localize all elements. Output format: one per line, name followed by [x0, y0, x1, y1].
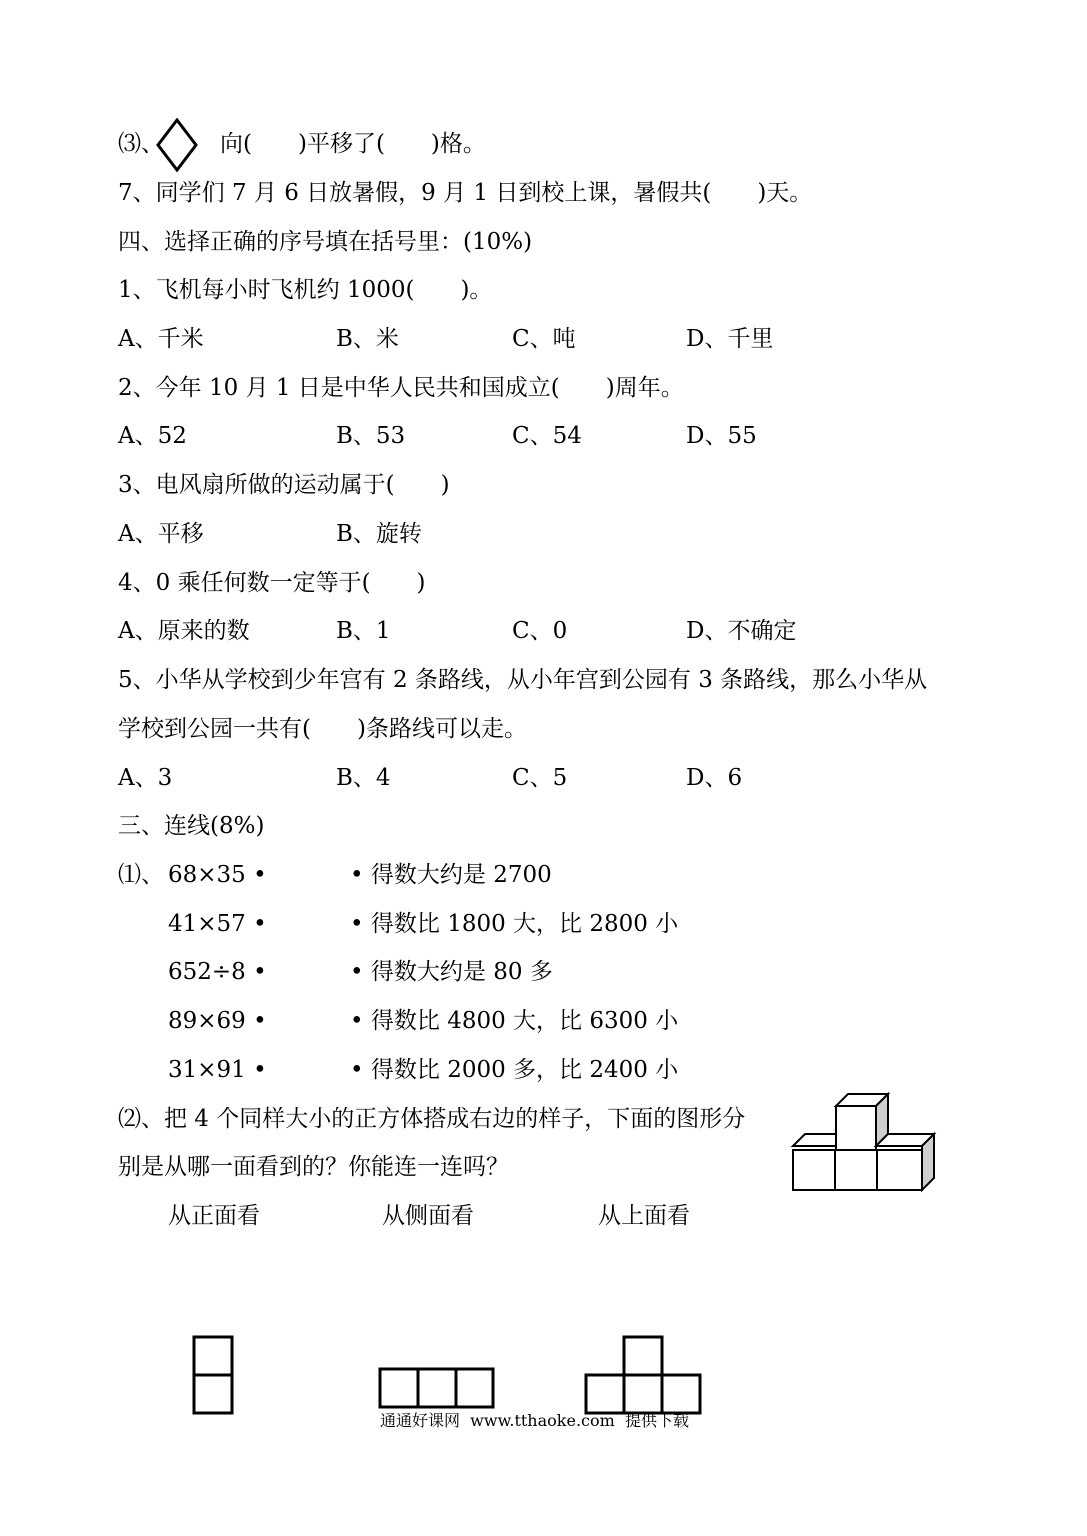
match-right-4: • 得数比 4800 大，比 6300 小 [350, 1008, 679, 1034]
cube-stack-figure [788, 1090, 940, 1196]
s4-q4-opt-d: D、不确定 [686, 618, 797, 644]
q7-text: 7、同学们 7 月 6 日放暑假，9 月 1 日到校上课，暑假共( )天。 [118, 180, 813, 206]
s4-q5-opt-a: A、3 [118, 765, 173, 791]
s4-q1: 1、飞机每小时飞机约 1000( )。 [118, 277, 493, 303]
s4-q2-opt-d: D、55 [686, 423, 757, 449]
s4-q3-opt-b: B、旋转 [336, 521, 422, 547]
view-label-front: 从正面看 [168, 1203, 260, 1229]
match-left-5: 31×91 • [168, 1057, 267, 1083]
match-right-1: • 得数大约是 2700 [350, 862, 552, 888]
cube-question-line1: ⑵、把 4 个同样大小的正方体搭成右边的样子，下面的图形分 [118, 1106, 746, 1132]
s4-q4-opt-c: C、0 [512, 618, 568, 644]
s4-q3: 3、电风扇所做的运动属于( ) [118, 472, 450, 498]
s4-q5-opt-c: C、5 [512, 765, 568, 791]
view-label-side: 从侧面看 [382, 1203, 474, 1229]
section4-title: 四、选择正确的序号填在括号里：(10%) [118, 229, 533, 255]
match-left-4: 89×69 • [168, 1008, 267, 1034]
s4-q5-line1: 5、小华从学校到少年宫有 2 条路线，从小年宫到公园有 3 条路线，那么小华从 [118, 667, 928, 693]
match-left-2: 41×57 • [168, 911, 267, 937]
diamond-shape [155, 118, 199, 172]
match-right-5: • 得数比 2000 多，比 2400 小 [350, 1057, 679, 1083]
s4-q4-opt-a: A、原来的数 [118, 618, 250, 644]
q3-text: 向( )平移了( )格。 [220, 131, 486, 157]
cube-question-line2: 别是从哪一面看到的？你能连一连吗？ [118, 1154, 509, 1180]
match-right-2: • 得数比 1800 大，比 2800 小 [350, 911, 679, 937]
section3-title: 三、连线(8%) [118, 813, 265, 839]
match-left-3: 652÷8 • [168, 959, 267, 985]
s4-q5-opt-d: D、6 [686, 765, 743, 791]
match-right-3: • 得数大约是 80 多 [350, 959, 553, 985]
s4-q1-opt-b: B、米 [336, 326, 399, 352]
view-figure-t-shape [584, 1335, 704, 1417]
s4-q4: 4、0 乘任何数一定等于( ) [118, 570, 426, 596]
s4-q5-line2: 学校到公园一共有( )条路线可以走。 [118, 716, 527, 742]
s4-q4-opt-b: B、1 [336, 618, 391, 644]
s4-q2-opt-c: C、54 [512, 423, 582, 449]
s4-q2-opt-b: B、53 [336, 423, 406, 449]
match-label: ⑴、 [118, 862, 164, 888]
s4-q1-opt-d: D、千里 [686, 326, 774, 352]
s4-q2: 2、今年 10 月 1 日是中华人民共和国成立( )周年。 [118, 375, 684, 401]
s4-q2-opt-a: A、52 [118, 423, 187, 449]
match-left-1: 68×35 • [168, 862, 267, 888]
q3-prefix: ⑶、 [118, 131, 164, 157]
view-figure-row-three [378, 1367, 496, 1411]
s4-q1-opt-a: A、千米 [118, 326, 204, 352]
view-figure-vertical-two [192, 1335, 236, 1417]
footer-watermark: 通通好课网 www.tthaoke.com 提供下载 [380, 1411, 689, 1430]
s4-q3-opt-a: A、平移 [118, 521, 204, 547]
s4-q5-opt-b: B、4 [336, 765, 391, 791]
view-label-top: 从上面看 [598, 1203, 690, 1229]
s4-q1-opt-c: C、吨 [512, 326, 576, 352]
